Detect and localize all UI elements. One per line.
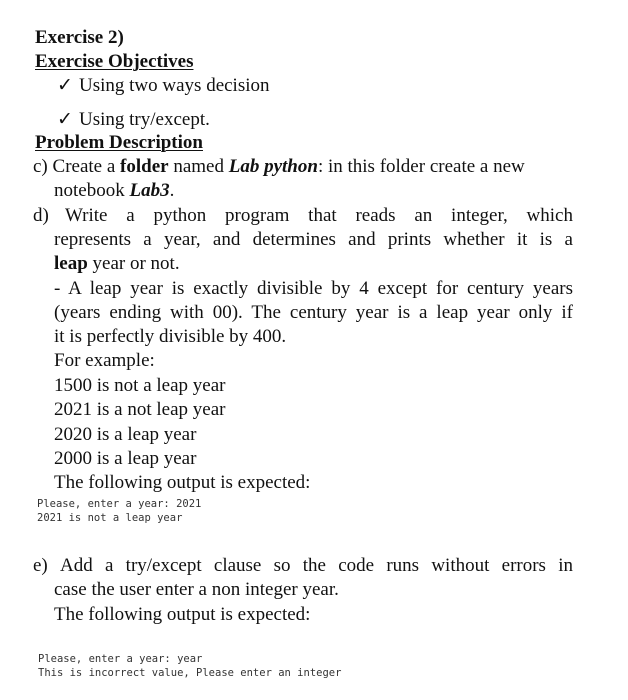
item-d-line [54,252,628,276]
objectives-heading: Exercise Objectives [35,51,194,72]
exercise-title: Exercise 2) [35,27,124,48]
item-c-bold-folder: folder [120,156,169,177]
item-d-marker: d) [33,205,49,226]
checkmark-icon: ✓ [57,75,73,96]
item-c-bold-lab3: Lab3 [129,180,170,201]
checkmark-icon: ✓ [57,109,73,130]
item-d-line: (years ending with 00). The century year is a leap year only if [54,302,573,323]
item-c-line [33,155,628,179]
problem-heading: Problem Description [35,132,203,153]
item-d-text: year or not. [87,253,180,274]
example-line: 2021 is a not leap year [54,399,226,420]
item-d-bold-leap: leap [54,253,88,274]
console-output-line: Please, enter a year: 2021 [37,498,202,510]
item-d-line: - A leap year is exactly divisible by 4 except for century years [54,278,573,299]
example-line: 2020 is a leap year [54,424,197,445]
item-c-text: notebook [54,180,130,201]
item-c-text: . [169,180,175,201]
example-line: 2000 is a leap year [54,448,197,469]
example-line: 1500 is not a leap year [54,375,226,396]
item-c-text: named [168,156,229,177]
objective-item [57,108,628,132]
objective-text: Using two ways decision [79,75,270,96]
item-e-line: Add a try/except clause so the code runs without errors in [60,555,573,576]
item-c-text: : in this folder create a new [317,156,525,177]
item-c-line [54,179,628,203]
item-c-bold-lab-python: Lab python [228,156,318,177]
item-c-marker: c) [33,156,48,177]
expected-output-label: The following output is expected: [54,604,311,625]
console-output-line: Please, enter a year: year [38,653,203,665]
objective-item [57,74,628,98]
item-e-line: case the user enter a non integer year. [54,579,339,600]
objective-text: Using try/except. [79,109,210,130]
item-d-line: Write a python program that reads an integer, which [65,205,573,226]
console-output-line: This is incorrect value, Please enter an integer [38,667,342,679]
item-e-marker: e) [33,555,48,576]
item-d-line: it is perfectly divisible by 400. [54,326,287,347]
console-output-line: 2021 is not a leap year [37,512,183,524]
item-d-line: represents a year, and determines and prints whether it is a [54,229,573,250]
expected-output-label: The following output is expected: [54,472,311,493]
item-c-text: Create a [52,156,121,177]
example-label: For example: [54,350,155,371]
